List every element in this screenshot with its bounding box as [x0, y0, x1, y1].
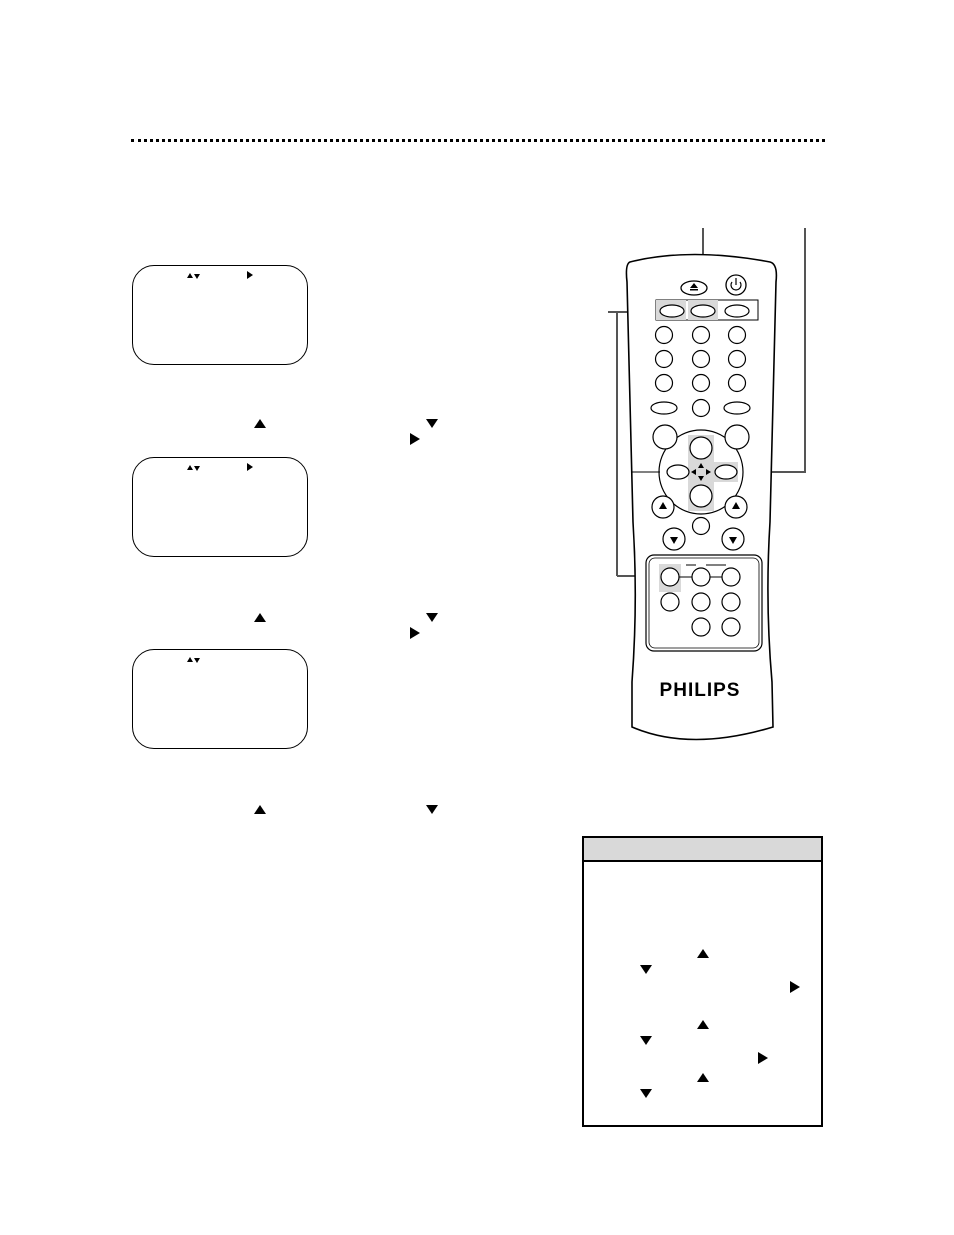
- brand-logo: PHILIPS: [659, 680, 741, 701]
- left-oval-button: [651, 402, 677, 414]
- panel-button-4: [661, 593, 679, 611]
- panel-button-3: [722, 568, 740, 586]
- panel-button-7: [692, 618, 710, 636]
- remote-control: [600, 222, 780, 752]
- num-4-button: [656, 351, 673, 368]
- top-right-button: [725, 425, 749, 449]
- num-0-button: [693, 400, 710, 417]
- num-2-button: [693, 327, 710, 344]
- num-6-button: [729, 351, 746, 368]
- panel-button-6: [722, 593, 740, 611]
- setup-button: [660, 305, 684, 317]
- panel-button-8: [722, 618, 740, 636]
- menu-button: [691, 305, 715, 317]
- nav-up-button: [690, 437, 712, 459]
- num-3-button: [729, 327, 746, 344]
- nav-down-button: [690, 485, 712, 507]
- display-button: [725, 305, 749, 317]
- num-5-button: [693, 351, 710, 368]
- nav-right-button: [715, 465, 737, 479]
- nav-left-button: [667, 465, 689, 479]
- panel-button-1: [661, 568, 679, 586]
- top-left-button: [653, 425, 677, 449]
- num-1-button: [656, 327, 673, 344]
- panel-button-2: [692, 568, 710, 586]
- num-7-button: [656, 375, 673, 392]
- num-8-button: [693, 375, 710, 392]
- panel-button-5: [692, 593, 710, 611]
- center-small-button: [693, 518, 710, 535]
- num-9-button: [729, 375, 746, 392]
- right-oval-button: [724, 402, 750, 414]
